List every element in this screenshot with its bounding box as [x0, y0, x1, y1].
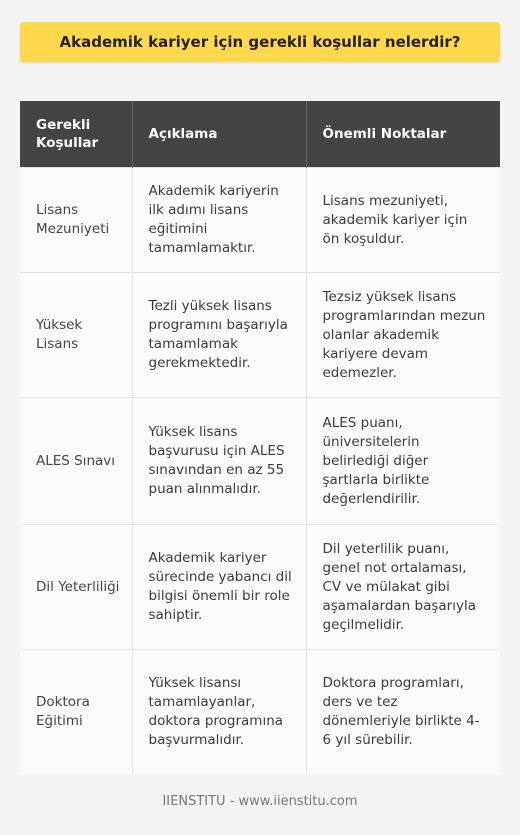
cell-description: Akademik kariyer sürecinde yabancı dil bilgisi önemli bir role sahiptir.: [132, 525, 306, 650]
cell-condition: Doktora Eğitimi: [20, 650, 132, 775]
page-title: Akademik kariyer için gerekli koşullar nelerdir?: [20, 22, 500, 62]
table-row: [20, 398, 500, 525]
table-row: [20, 650, 500, 775]
cell-description: Tezli yüksek lisans programını başarıyla tamamlamak gerekmektedir.: [132, 273, 306, 398]
cell-description: Yüksek lisans başvurusu için ALES sınavından en az 55 puan alınmalıdır.: [132, 398, 306, 525]
cell-key-points: Lisans mezuniyeti, akademik kariyer için ön koşuldur.: [306, 168, 500, 273]
cell-description: Akademik kariyerin ilk adımı lisans eğitimini tamamlamaktır.: [132, 168, 306, 273]
header-conditions: Gerekli Koşullar: [20, 101, 132, 168]
conditions-table: [20, 101, 500, 774]
cell-key-points: Dil yeterlilik puanı, genel not ortalaması, CV ve mülakat gibi aşamalardan başarıyla geçilmelidir.: [306, 525, 500, 650]
cell-condition: Dil Yeterliliği: [20, 525, 132, 650]
table-row: [20, 273, 500, 398]
cell-condition: ALES Sınavı: [20, 398, 132, 525]
cell-condition: Lisans Mezuniyeti: [20, 168, 132, 273]
table-header-row: [20, 101, 500, 168]
header-key-points: Önemli Noktalar: [306, 101, 500, 168]
table-row: [20, 525, 500, 650]
cell-key-points: ALES puanı, üniversitelerin belirlediği diğer şartlarla birlikte değerlendirilir.: [306, 398, 500, 525]
cell-key-points: Doktora programları, ders ve tez dönemleriyle birlikte 4-6 yıl sürebilir.: [306, 650, 500, 775]
footer-credit: IIENSTITU - www.iienstitu.com: [162, 794, 358, 809]
header-description: Açıklama: [132, 101, 306, 168]
cell-condition: Yüksek Lisans: [20, 273, 132, 398]
table-row: [20, 168, 500, 273]
cell-key-points: Tezsiz yüksek lisans programlarından mezun olanlar akademik kariyere devam edemezler.: [306, 273, 500, 398]
cell-description: Yüksek lisansı tamamlayanlar, doktora programına başvurmalıdır.: [132, 650, 306, 775]
